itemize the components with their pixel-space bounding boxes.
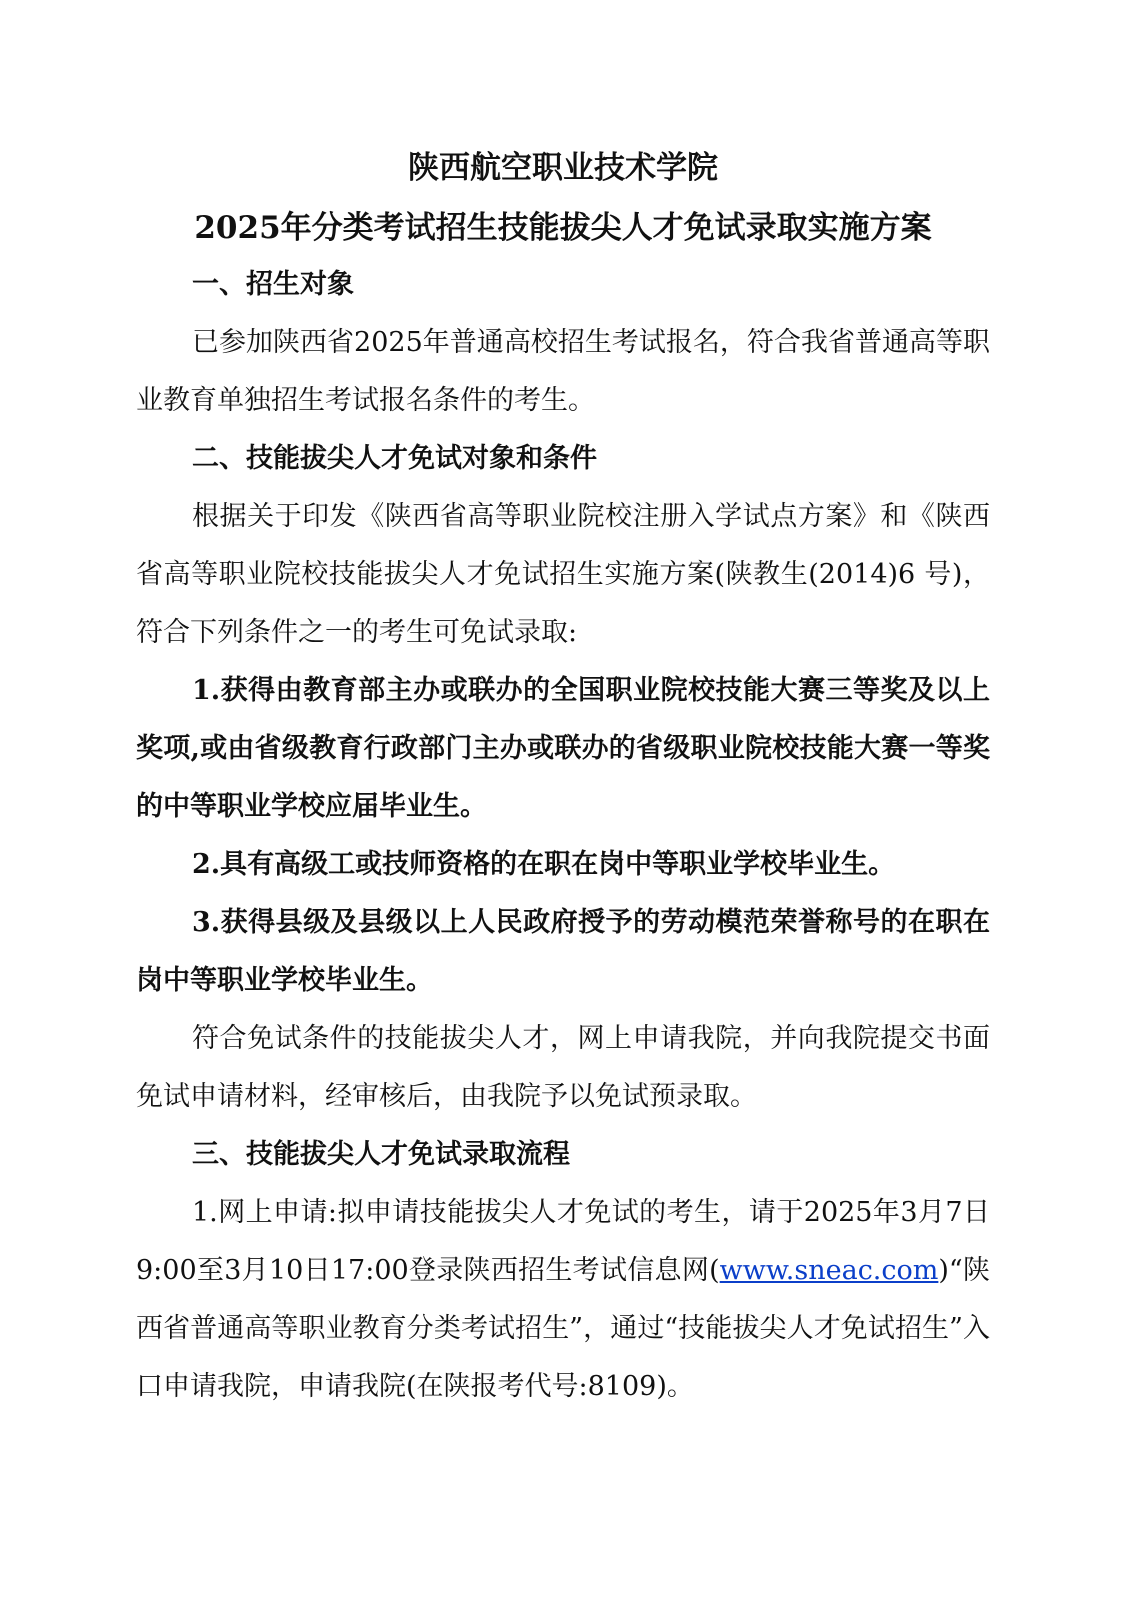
section-heading-enrollment-targets: 一、招生对象 [192, 269, 354, 300]
section-heading-admission-process: 三、技能拔尖人才免试录取流程 [192, 1139, 570, 1170]
document-page [136, 140, 990, 1416]
online-application-text-before-link: 1.网上申请:拟申请技能拔尖人才免试的考生，请于2025年3月7日9:00至3月10日17:00登录陕西招生考试信息网( [136, 1197, 990, 1286]
sneac-website-link[interactable]: www.sneac.com [719, 1255, 939, 1286]
condition-item-1: 1.获得由教育部主办或联办的全国职业院校技能大赛三等奖及以上奖项,或由省级教育行政部门主办或联办的省级职业院校技能大赛一等奖的中等职业学校应届毕业生。 [136, 675, 990, 822]
paragraph-enrollment-targets: 已参加陕西省2025年普通高校招生考试报名，符合我省普通高等职业教育单独招生考试报名条件的考生。 [136, 327, 990, 416]
document-title-institution: 陕西航空职业技术学院 [408, 150, 718, 186]
section-heading-exemption-conditions: 二、技能拔尖人才免试对象和条件 [192, 443, 597, 474]
condition-item-3: 3.获得县级及县级以上人民政府授予的劳动模范荣誉称号的在职在岗中等职业学校毕业生。 [136, 907, 990, 996]
online-application-text-after-link: )“陕西省普通高等职业教育分类考试招生”，通过“技能拔尖人才免试招生”入口申请我院，申请我院(在陕报考代号:8109)。 [136, 1255, 990, 1402]
paragraph-exemption-basis: 根据关于印发《陕西省高等职业院校注册入学试点方案》和《陕西省高等职业院校技能拔尖人才免试招生实施方案(陕教生(2014)6 号)，符合下列条件之一的考生可免试录取: [136, 501, 990, 648]
condition-item-2: 2.具有高级工或技师资格的在职在岗中等职业学校毕业生。 [192, 849, 896, 880]
paragraph-online-application [136, 1184, 990, 1416]
paragraph-exemption-application: 符合免试条件的技能拔尖人才，网上申请我院，并向我院提交书面免试申请材料，经审核后，由我院予以免试预录取。 [136, 1023, 990, 1112]
document-title-plan: 2025年分类考试招生技能拔尖人才免试录取实施方案 [194, 210, 932, 246]
